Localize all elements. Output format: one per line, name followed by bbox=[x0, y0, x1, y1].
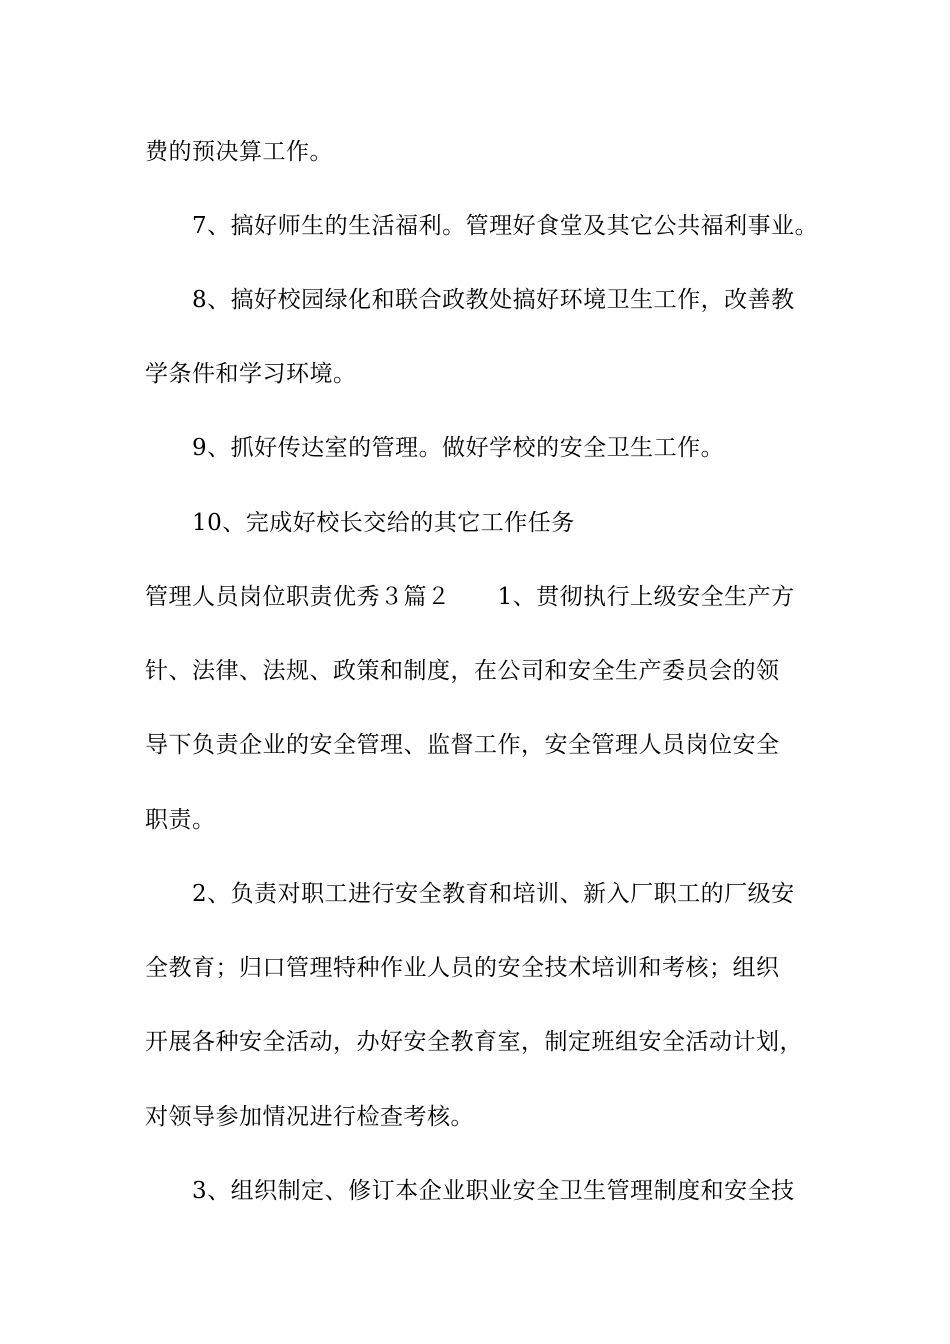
text-line: 全教育；归口管理特种作业人员的安全技术培训和考核；组织 bbox=[145, 955, 780, 981]
text-line: 导下负责企业的安全管理、监督工作，安全管理人员岗位安全 bbox=[145, 732, 780, 758]
text-line: 针、法律、法规、政策和制度，在公司和安全生产委员会的领 bbox=[145, 658, 780, 684]
text-line: 对领导参加情况进行检查考核。 bbox=[145, 1104, 474, 1130]
text-line: 学条件和学习环境。 bbox=[145, 361, 357, 387]
text-line: 10、完成好校长交给的其它工作任务 bbox=[192, 510, 575, 536]
text-line: 职责。 bbox=[145, 807, 216, 833]
text-line: 8、搞好校园绿化和联合政教处搞好环境卫生工作，改善教 bbox=[192, 287, 795, 313]
text-line: 7、搞好师生的生活福利。管理好食堂及其它公共福利事业。 bbox=[192, 213, 819, 239]
text-line: 开展各种安全活动，办好安全教育室，制定班组安全活动计划， bbox=[145, 1029, 803, 1055]
text-line: 2、负责对职工进行安全教育和培训、新入厂职工的厂级安 bbox=[192, 881, 795, 907]
text-line: 9、抓好传达室的管理。做好学校的安全卫生工作。 bbox=[192, 435, 725, 461]
text-line: 管理人员岗位职责优秀３篇２ 1、贯彻执行上级安全生产方 bbox=[145, 584, 795, 610]
text-line: 3、组织制定、修订本企业职业安全卫生管理制度和安全技 bbox=[192, 1178, 795, 1204]
text-line: 费的预决算工作。 bbox=[145, 139, 333, 165]
